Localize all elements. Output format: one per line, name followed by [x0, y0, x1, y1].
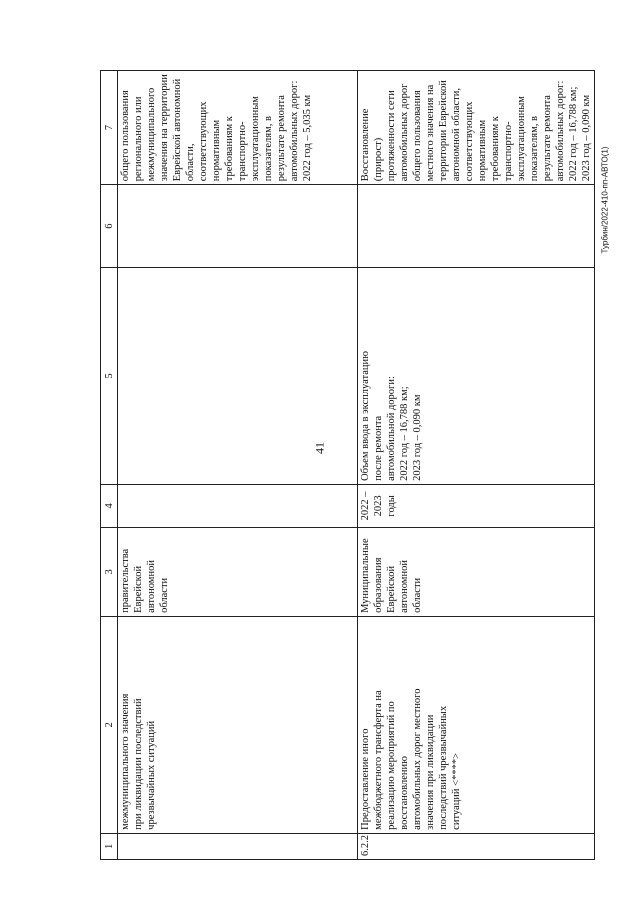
cell-col6 [118, 185, 358, 268]
cell-col6 [358, 185, 595, 268]
cell-measure: Предоставление иного межбюджетного трансферта на реализацию мероприятий по восстановлению автомобильных дорог местного значения при ликвидации последствий чрезвычайных ситуаций <****> [358, 616, 595, 833]
header-row [101, 71, 118, 860]
cell-indicator [118, 268, 358, 485]
cell-executor: Муниципальные образования Еврейской автономной области [358, 527, 595, 616]
header-col-4: 4 [101, 484, 118, 527]
table-viewport [100, 70, 592, 860]
cell-executor: правительства Еврейской автономной области [118, 527, 358, 616]
header-col-3: 3 [101, 527, 118, 616]
page-number: 41 [312, 442, 327, 454]
table-row [358, 71, 595, 860]
rotated-table-container [100, 70, 592, 860]
header-col-6: 6 [101, 185, 118, 268]
document-code: Турбин/2022-410-пп-АВТО(1) [600, 146, 610, 254]
program-measures-table [100, 70, 595, 860]
header-col-2: 2 [101, 616, 118, 833]
table-row [118, 71, 358, 860]
cell-result: общего пользования регионального или межмуниципального значения на территории Еврейской автономной области, соответствующих нормативным требованиям к транспортно- эксплуатационным показателям, в результате ремонта автомобильных дорог: 2022 год – 5,035 км [118, 71, 358, 185]
header-col-7: 7 [101, 71, 118, 185]
cell-number [118, 833, 358, 859]
cell-measure: межмуниципального значения при ликвидации последствий чрезвычайных ситуаций [118, 616, 358, 833]
header-col-5: 5 [101, 268, 118, 485]
cell-period: 2022 – 2023 годы [358, 484, 595, 527]
cell-period [118, 484, 358, 527]
cell-indicator: Объем ввода в эксплуатацию после ремонта автомобильной дороги: 2022 год – 16,788 км; 2023 год – 0,090 км [358, 268, 595, 485]
cell-result: Восстановление (прирост) протяженности сети автомобильных дорог общего пользования местного значения на территории Еврейской автономной области, соответствующих нормативным требованиям к транспортно- эксплуатационным показателям, в результате ремонта автомобильных дорог: 2022 год – 16,788 км; 2023 год – 0,090 км [358, 71, 595, 185]
header-col-1: 1 [101, 833, 118, 859]
cell-number: 6.2.2 [358, 833, 595, 859]
